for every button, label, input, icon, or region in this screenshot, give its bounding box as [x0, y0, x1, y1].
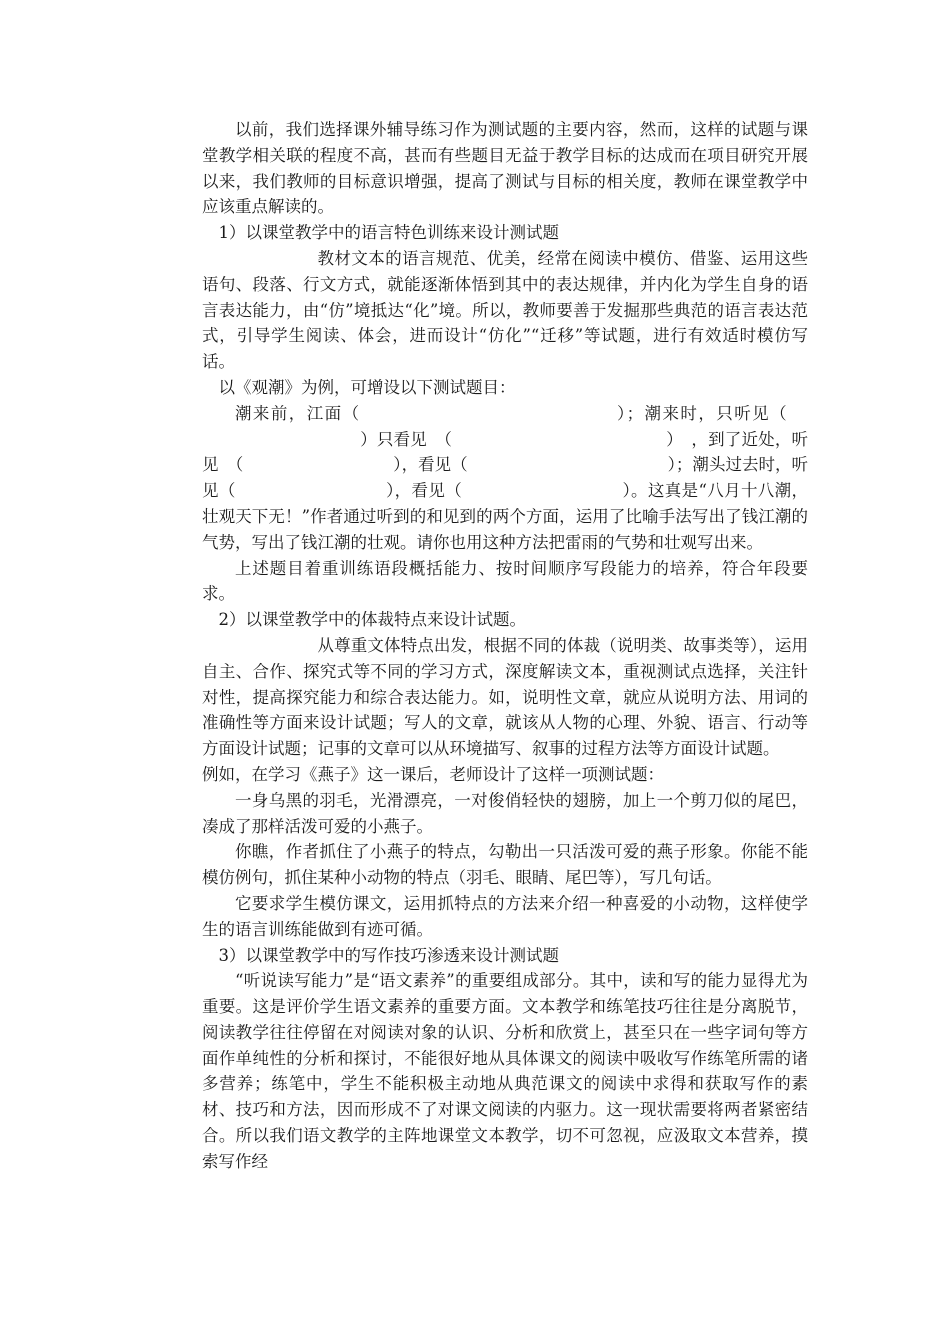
heading-1: 1）以课堂教学中的语言特色训练来设计测试题 — [218, 223, 559, 243]
fill-text-b: ）；潮来时，只听见（ — [615, 403, 789, 423]
fill-text-h: ）。这真是“八月十八潮，壮观天下无！”作者通过听到的和见到的两个方面，运用了比喻手法写出了钱江潮的气势，写出了钱江潮的壮观。请你也用这种方法把雷雨的气势和壮观写出来。 — [202, 481, 809, 552]
fill-text-g: ），看见（ — [385, 481, 463, 501]
fill-text-a: 潮来前，江面（ — [235, 403, 361, 423]
paragraph-intro: 以前，我们选择课外辅导练习作为测试题的主要内容，然而，这样的试题与课堂教学相关联的程度不高，甚而有些题目无益于教学目标的达成而在项目研究开展以来，我们教师的目标意识增强，提高了测试与目标的相关度，教师在课堂教学中应该重点解读的。 — [202, 120, 808, 217]
heading-2: 2）以课堂教学中的体裁特点来设计试题。 — [218, 610, 526, 630]
paragraph-swallow-comment: 它要求学生模仿课文，运用抓特点的方法来介绍一种喜爱的小动物，这样使学生的语言训练能做到有迹可循。 — [202, 893, 808, 939]
paragraph-swallow-text: 一身乌黑的羽毛，光滑漂亮，一对俊俏轻快的翅膀，加上一个剪刀似的尾巴，凑成了那样活泼可爱的小燕子。 — [202, 790, 808, 836]
fill-text-e: ），看见（ — [393, 455, 468, 475]
document-page — [202, 117, 808, 1175]
fill-text-c: ）只看见 （ — [360, 429, 453, 449]
fill-text-d: ） ，到了近处，听见 （ — [202, 429, 808, 475]
heading-3: 3）以课堂教学中的写作技巧渗透来设计测试题 — [218, 945, 559, 965]
paragraph-summary: 上述题目着重训练语段概括能力、按时间顺序写段能力的培养，符合年段要求。 — [202, 558, 808, 604]
paragraph-genre: 从尊重文体特点出发，根据不同的体裁（说明类、故事类等），运用自主、合作、探究式等不同的学习方式，深度解读文本，重视测试点选择，关注针对性，提高探究能力和综合表达能力。如，说明性文章，就应从说明方法、用词的准确性等方面来设计试题；写人的文章，就该从人物的心理、外貌、语言、行动等方面设计试题；记事的文章可以从环境描写、叙事的过程方法等方面设计试题。 — [202, 635, 808, 759]
paragraph-language-features: 教材文本的语言规范、优美，经常在阅读中模仿、借鉴、运用这些语句、段落、行文方式，就能逐渐体悟到其中的表达规律，并内化为学生自身的语言表达能力，由“仿”境抵达“化”境。所以，教师要善于发掘那些典范的语言表达范式，引导学生阅读、体会，进而设计“仿化”“迁移”等试题，进行有效适时模仿写话。 — [202, 248, 808, 372]
fill-text-f: ）；潮头过去时，听见（ — [202, 455, 809, 501]
paragraph-swallow-task: 你瞧，作者抓住了小燕子的特点，勾勒出一只活泼可爱的燕子形象。你能不能模仿例句，抓住某种小动物的特点（羽毛、眼睛、尾巴等），写几句话。 — [202, 842, 808, 888]
paragraph-writing-skills: “听说读写能力”是“语文素养”的重要组成部分。其中，读和写的能力显得尤为重要。这是评价学生语文素养的重要方面。文本教学和练笔技巧往往是分离脱节，阅读教学往往停留在对阅读对象的认识、分析和欣赏上，甚至只在一些字词句等方面作单纯性的分析和探讨，不能很好地从具体课文的阅读中吸收写作练笔所需的诸多营养；练笔中，学生不能积极主动地从典范课文的阅读中求得和获取写作的素材、技巧和方法，因而形成不了对课文阅读的内驱力。这一现状需要将两者紧密结合。所以我们语文教学的主阵地课堂文本教学，切不可忽视，应汲取文本营养，摸索写作经 — [202, 971, 808, 1171]
paragraph-swallow-intro: 例如，在学习《燕子》这一课后，老师设计了这样一项测试题： — [202, 764, 664, 784]
paragraph-example-intro: 以《观潮》为例，可增设以下测试题目： — [218, 377, 516, 397]
fill-in-exercise — [202, 401, 808, 556]
